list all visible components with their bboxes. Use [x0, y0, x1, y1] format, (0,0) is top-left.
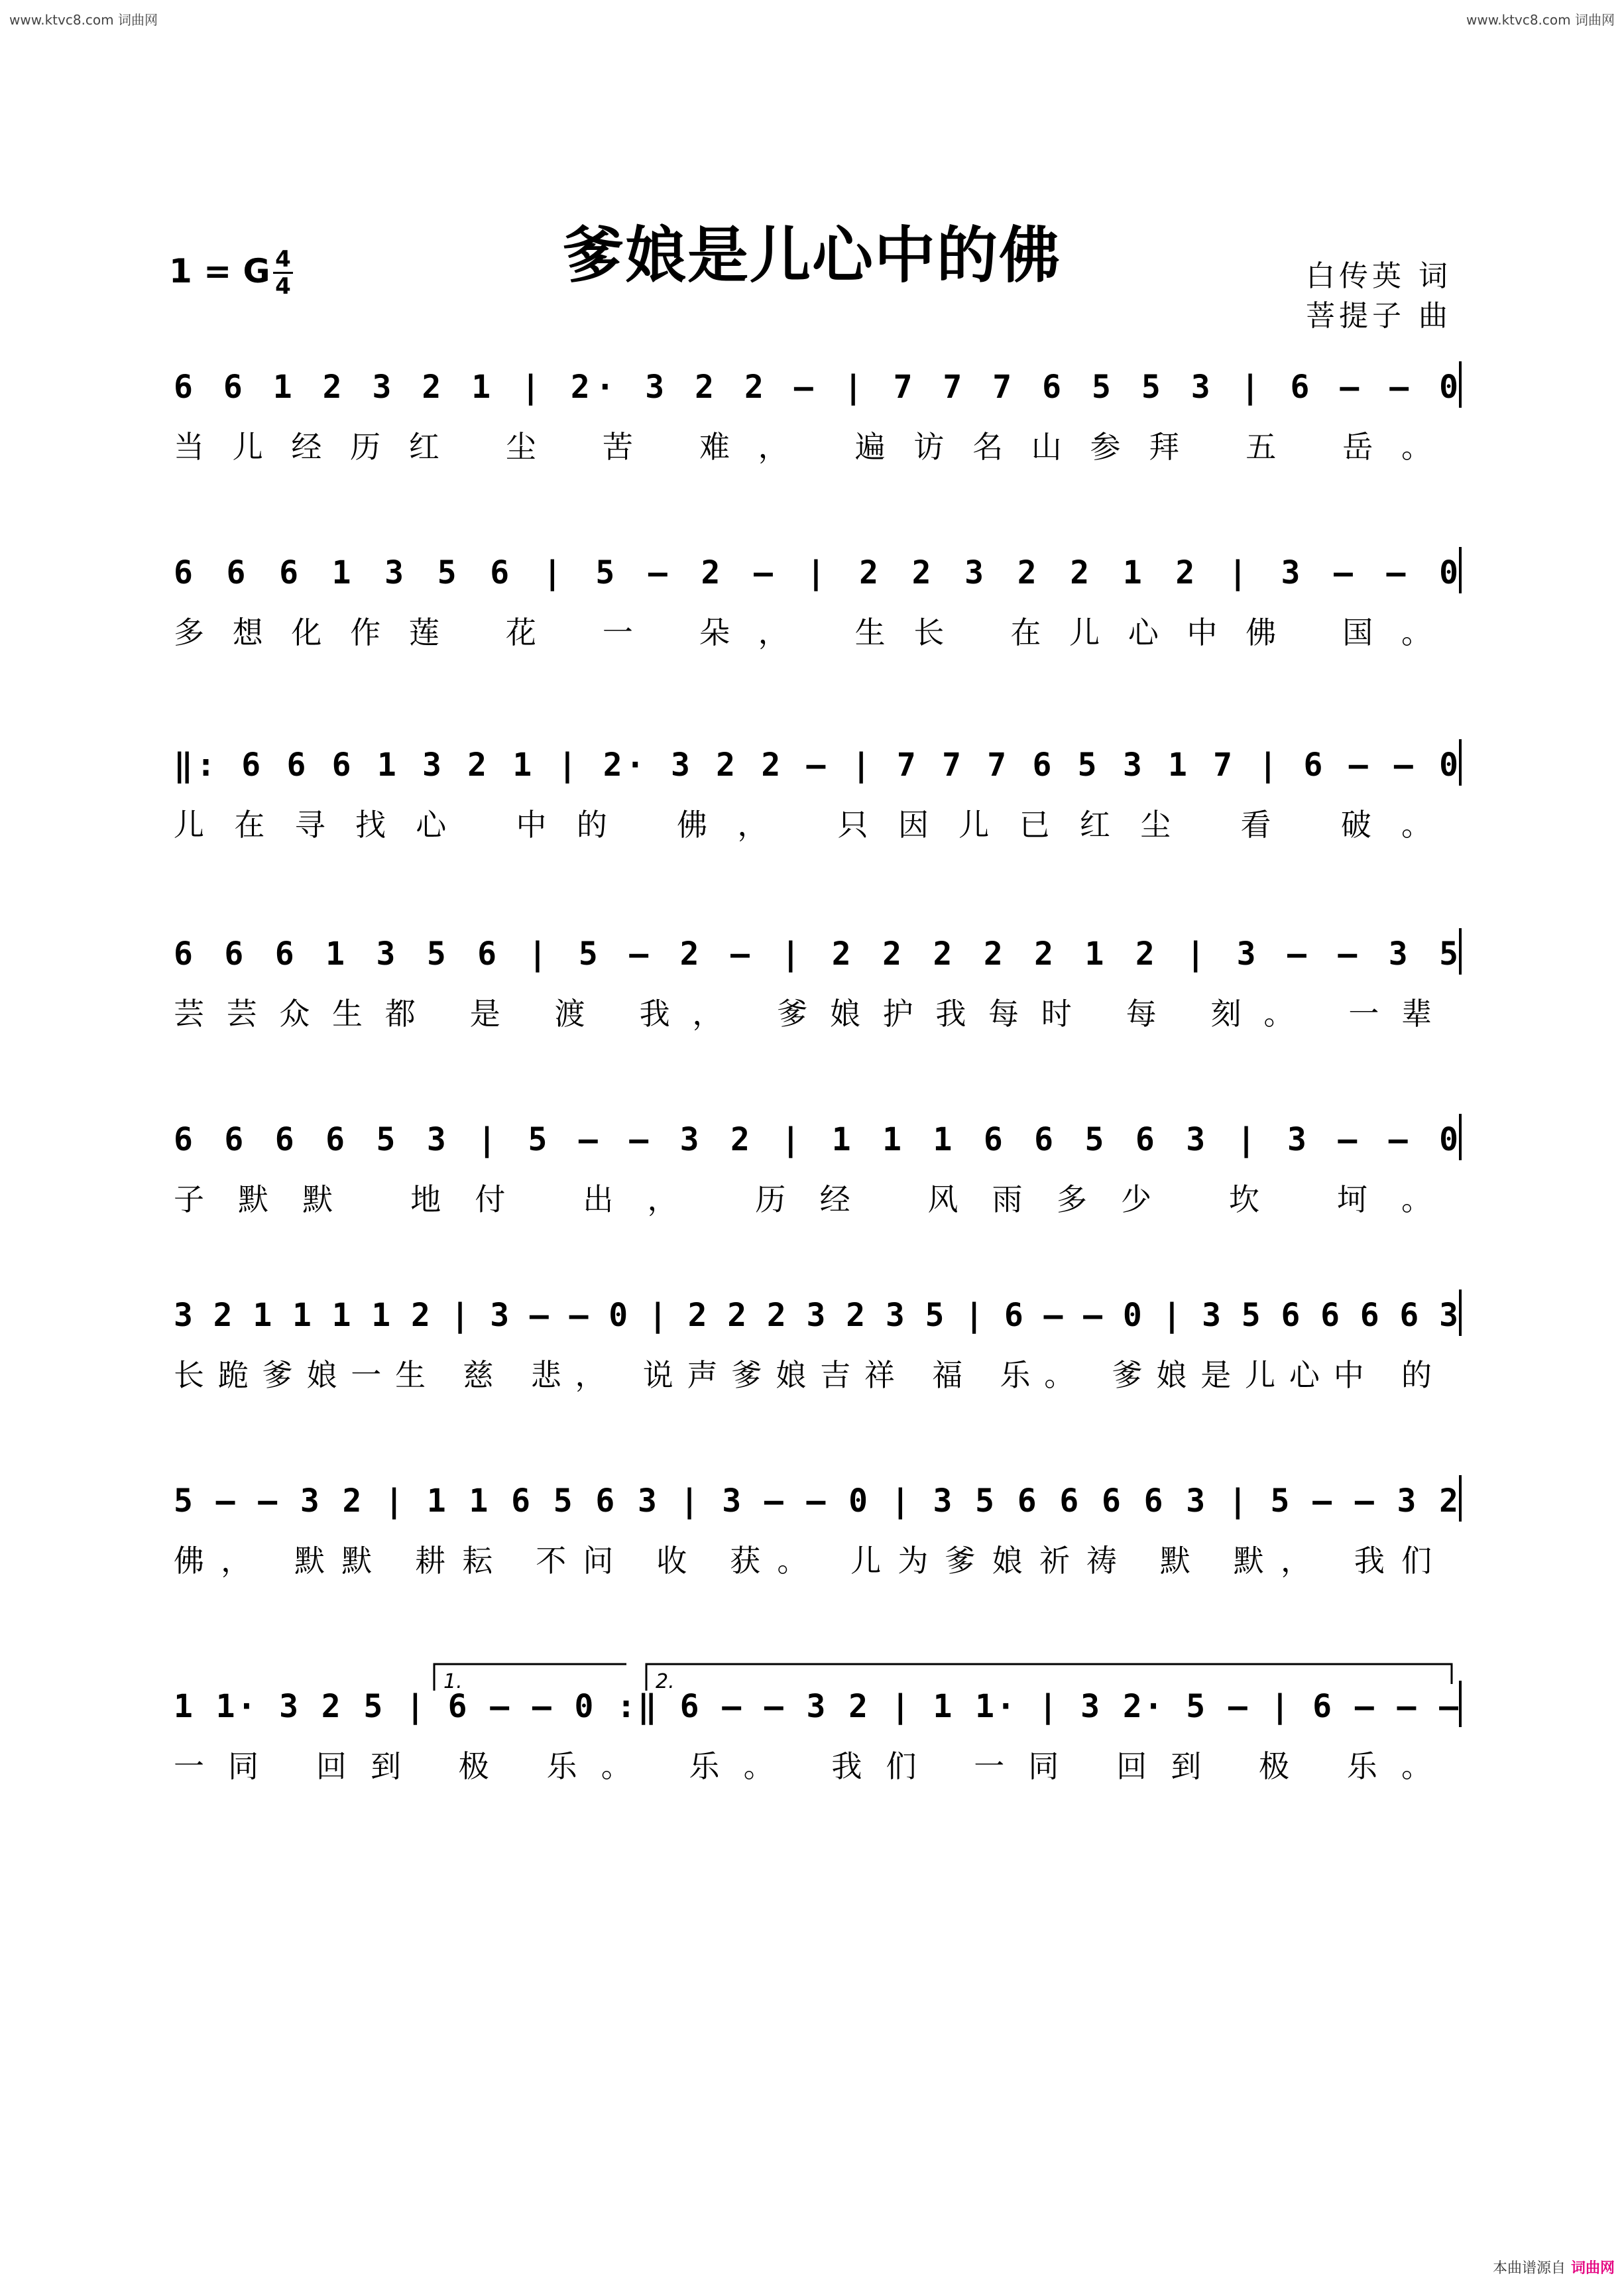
footer-source-label: 本曲谱源自: [1492, 2260, 1566, 2277]
volta-2-bracket: [646, 1664, 1452, 1691]
lyrics-line: 芸芸众生都 是 渡 我， 爹娘护我每时 每 刻。 一辈: [174, 996, 1432, 1032]
lyricist-credit: 白传英 词: [1306, 259, 1452, 293]
song-title: 爹娘是儿心中的佛: [562, 219, 1061, 291]
notes-line: 1 1· 3 2 5 | 6 – – 0 :‖ 6 – – 3 2 | 1 1· | 3 2· 5 – | 6 – – –: [174, 1688, 1458, 1725]
lyrics-line: 儿在寻找心 中的 佛， 只因儿已红尘 看 破。: [174, 807, 1432, 843]
footer-source: [1493, 2257, 1615, 2277]
composer-credit: 菩提子 曲: [1306, 299, 1452, 333]
key-signature: 1 = G: [169, 252, 270, 290]
notes-line: ‖: 6 6 6 1 3 2 1 | 2· 3 2 2 – | 7 7 7 6 5 3 1 7 | 6 – – 0: [174, 747, 1458, 784]
lyrics-line: 长跪爹娘一生 慈 悲， 说声爹娘吉祥 福 乐。 爹娘是儿心中 的: [174, 1357, 1432, 1393]
lyrics-line: 佛， 默默 耕耘 不问 收 获。 儿为爹娘祈祷 默 默， 我们: [174, 1543, 1432, 1579]
notes-line: 6 6 6 1 3 5 6 | 5 – 2 – | 2 2 2 2 2 1 2 | 3 – – 3 5: [174, 935, 1458, 973]
notes-line: 6 6 6 1 3 5 6 | 5 – 2 – | 2 2 3 2 2 1 2 | 3 – – 0: [174, 554, 1459, 591]
header-watermark-left: www.ktvc8.com 词曲网: [9, 12, 158, 28]
notes-line: 3 2 1 1 1 1 2 | 3 – – 0 | 2 2 2 3 2 3 5 | 6 – – 0 | 3 5 6 6 6 6 3: [174, 1297, 1458, 1334]
notes-line: 5 – – 3 2 | 1 1 6 5 6 3 | 3 – – 0 | 3 5 6 6 6 6 3 | 5 – – 3 2: [174, 1482, 1458, 1520]
volta-1-label: 1.: [443, 1670, 463, 1693]
lyrics-line: 子默默 地付 出， 历经 风雨多少 坎 坷。: [174, 1181, 1432, 1217]
notes-line: 6 6 1 2 3 2 1 | 2· 3 2 2 – | 7 7 7 6 5 5 3 | 6 – – 0: [174, 369, 1458, 406]
footer-brand: 词曲网: [1570, 2260, 1615, 2277]
lyrics-line: 一同 回到 极 乐。 乐。 我们 一同 回到 极 乐。: [174, 1748, 1432, 1784]
lyrics-line: 当儿经历红 尘 苦 难， 遍访名山参拜 五 岳。: [174, 429, 1432, 465]
time-signature-bottom: 4: [275, 273, 291, 300]
lyrics-line: 多想化作莲 花 一 朵， 生长 在儿心中佛 国。: [174, 615, 1432, 650]
notes-line: 6 6 6 6 5 3 | 5 – – 3 2 | 1 1 1 6 6 5 6 3 | 3 – – 0: [174, 1121, 1458, 1158]
header-watermark-right: www.ktvc8.com 词曲网: [1466, 12, 1615, 28]
volta-2-label: 2.: [656, 1670, 675, 1693]
time-signature-top: 4: [275, 246, 291, 272]
volta-1-bracket: [434, 1664, 626, 1691]
